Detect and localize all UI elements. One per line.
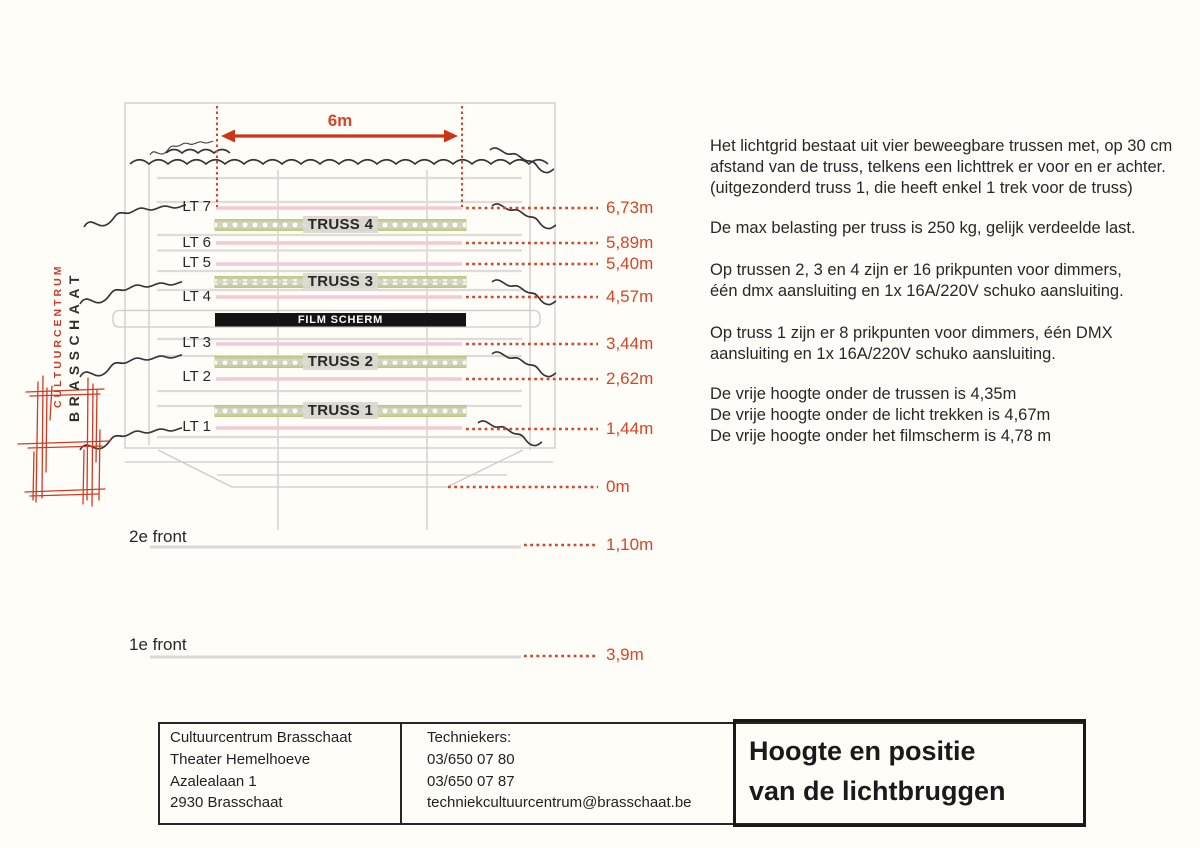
front-height-2e: 1,10m xyxy=(606,535,654,554)
front-label-2e: 2e front xyxy=(129,527,187,546)
note-line: De vrije hoogte onder de trussen is 4,35m xyxy=(710,385,1017,403)
logo-text-cultuurcentrum: CULTUURCENTRUM xyxy=(52,263,64,408)
truss-label-2-text: TRUSS 2 xyxy=(303,353,378,370)
page-title-line-1: Hoogte en positie xyxy=(749,736,976,766)
front-height-1e: 3,9m xyxy=(606,645,644,664)
note-line: De max belasting per truss is 250 kg, gelijk verdeelde last. xyxy=(710,219,1136,237)
height-leader-lines xyxy=(448,208,598,656)
note-line: Op trussen 2, 3 en 4 zijn er 16 prikpunten voor dimmers, xyxy=(710,261,1122,279)
height-label-673: 6,73m xyxy=(606,198,654,217)
height-label-344: 3,44m xyxy=(606,334,654,353)
truss-label-2 xyxy=(215,353,466,370)
lt-label-4: LT 4 xyxy=(182,288,211,305)
height-label-457: 4,57m xyxy=(606,287,654,306)
contact-line: techniekcultuurcentrum@brasschaat.be xyxy=(427,794,692,811)
address-line: Theater Hemelhoeve xyxy=(170,751,311,768)
note-line: aansluiting en 1x 16A/220V schuko aansluiting. xyxy=(710,345,1056,363)
curtain-wavy-line xyxy=(130,150,548,165)
note-line: afstand van de truss, telkens een lichttrek er voor en er achter. xyxy=(710,158,1166,176)
note-line: Het lichtgrid bestaat uit vier beweegbare trussen met, op 30 cm xyxy=(710,137,1173,155)
height-label-540: 5,40m xyxy=(606,254,654,273)
note-line: (uitgezonderd truss 1, die heeft enkel 1 trek voor de truss) xyxy=(710,179,1133,197)
address-line: Cultuurcentrum Brasschaat xyxy=(170,729,352,746)
lt-label-7: LT 7 xyxy=(182,198,211,215)
truss-label-4-text: TRUSS 4 xyxy=(303,216,378,233)
film-screen-label: FILM SCHERM xyxy=(297,313,384,326)
truss-label-1-text: TRUSS 1 xyxy=(303,402,378,419)
truss-label-1 xyxy=(215,402,466,419)
height-label-262: 2,62m xyxy=(606,369,654,388)
lt-label-5: LT 5 xyxy=(182,254,211,271)
lt-label-3: LT 3 xyxy=(182,334,211,351)
page-title-line-2: van de lichtbruggen xyxy=(749,776,1006,806)
front-lines xyxy=(150,547,521,657)
floor-label: 0m xyxy=(606,477,630,496)
note-line: De vrije hoogte onder de licht trekken is 4,67m xyxy=(710,406,1051,424)
height-label-144: 1,44m xyxy=(606,419,654,438)
truss-label-3 xyxy=(215,273,466,290)
note-line: De vrije hoogte onder het filmscherm is 4,78 m xyxy=(710,427,1052,445)
contact-line: 03/650 07 80 xyxy=(427,751,515,768)
note-line: één dmx aansluiting en 1x 16A/220V schuko aansluiting. xyxy=(710,282,1124,300)
address-line: 2930 Brasschaat xyxy=(170,794,283,811)
truss-label-4 xyxy=(215,216,466,233)
logo-scribble xyxy=(18,376,110,506)
address-line: Azalealaan 1 xyxy=(170,773,257,790)
contact-line: Techniekers: xyxy=(427,729,512,746)
front-label-1e: 1e front xyxy=(129,635,187,654)
note-line: Op truss 1 zijn er 8 prikpunten voor dimmers, één DMX xyxy=(710,324,1113,342)
contact-line: 03/650 07 87 xyxy=(427,773,515,790)
lt-label-2: LT 2 xyxy=(182,368,211,385)
logo-text-brasschaat: BRASSCHAAT xyxy=(66,270,82,422)
lt-label-1: LT 1 xyxy=(182,418,211,435)
height-label-589: 5,89m xyxy=(606,233,654,252)
truss-label-3-text: TRUSS 3 xyxy=(303,273,378,290)
footer-column-divider xyxy=(400,722,402,825)
span-dimension-label: 6m xyxy=(327,111,353,130)
lt-label-6: LT 6 xyxy=(182,234,211,251)
